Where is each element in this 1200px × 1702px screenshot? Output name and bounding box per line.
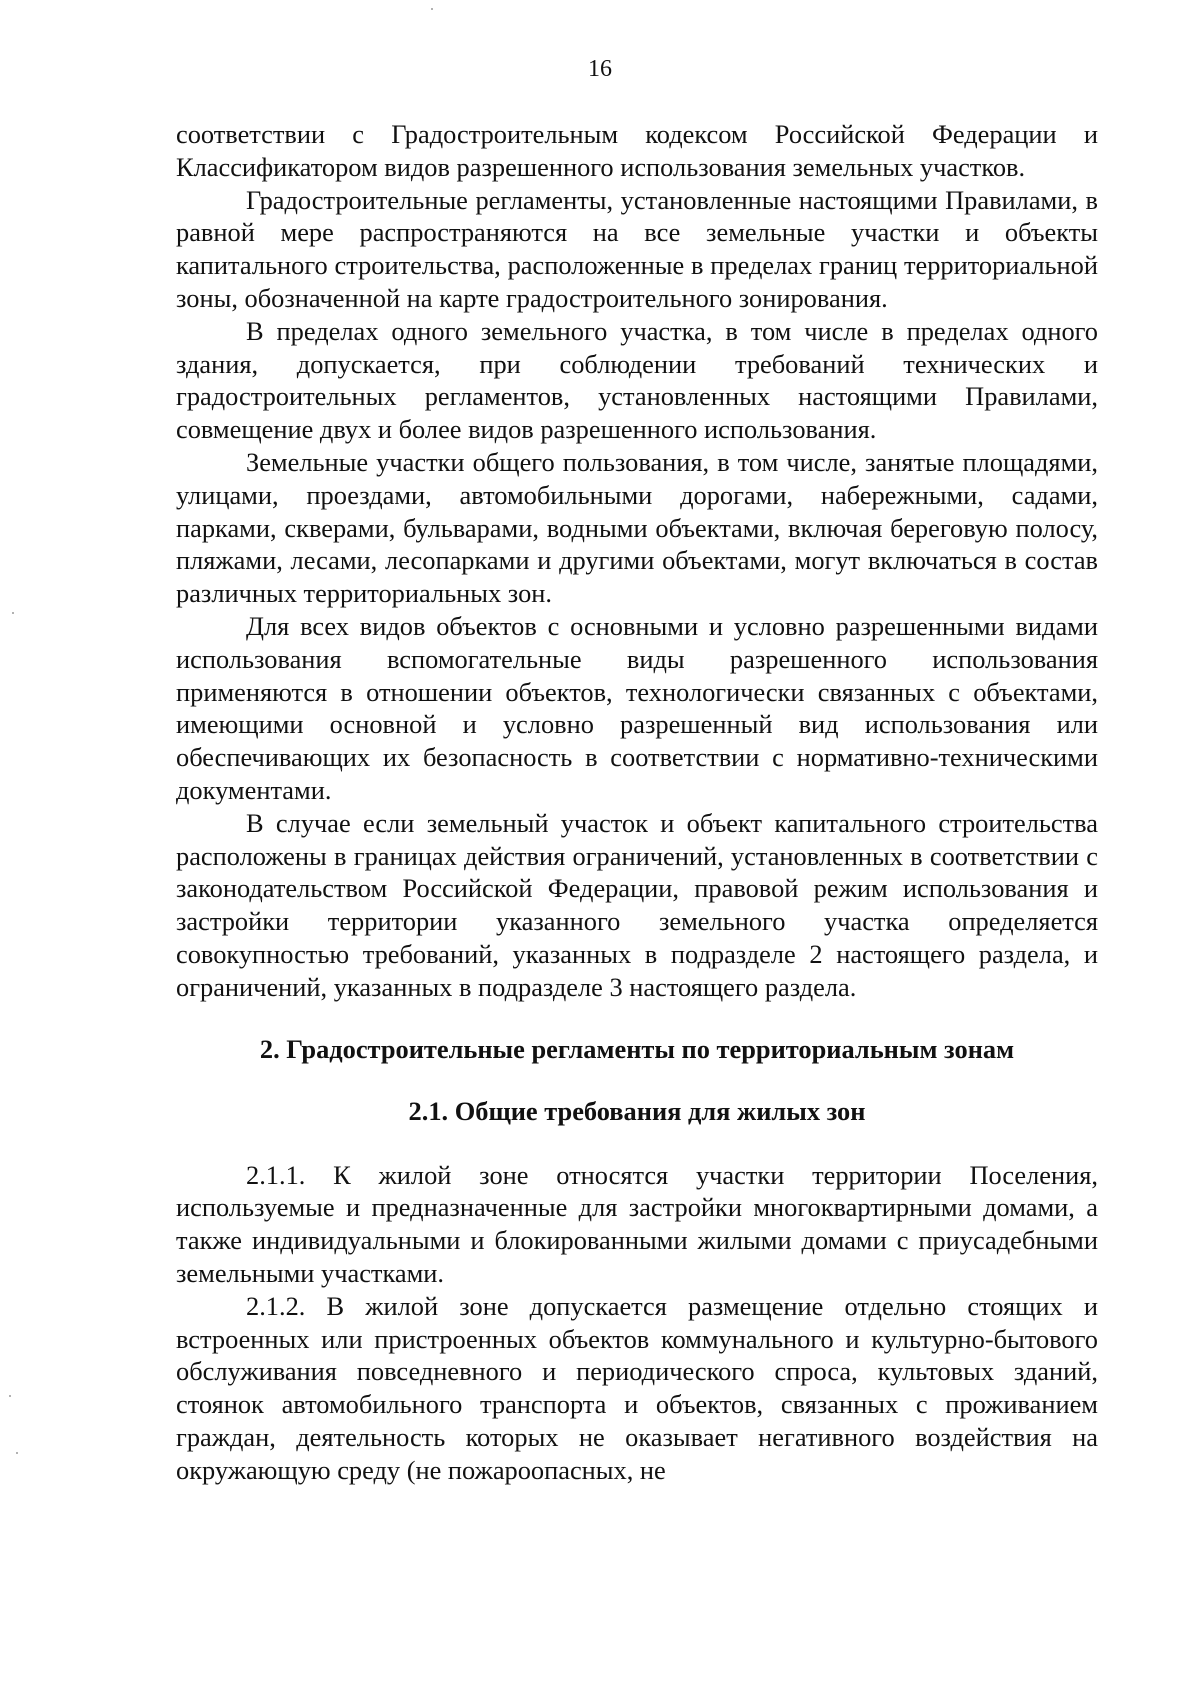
paragraph: Градостроительные регламенты, установленные настоящими Правилами, в равной мере распространяются на все земельные участки и объекты капитального строительства, расположенные в пределах границ территориальной зоны, обозначенной на карте градостроительного зонирования. [176, 184, 1098, 313]
paragraph: В случае если земельный участок и объект капитального строительства расположены в границах действия ограничений, установленных в соответствии с законодательством Российской Федерации, правовой режим использования и застройки территории указанного земельного участка определяется совокупностью требований, указанных в подразделе 2 настоящего раздела, и ограничений, указанных в подразделе 3 настоящего раздела. [176, 807, 1098, 1002]
scan-speck [12, 612, 14, 614]
paragraph: В пределах одного земельного участка, в том числе в пределах одного здания, допускается, при соблюдении требований технических и градостроительных регламентов, установленных настоящими Правилами, совмещение двух и более видов разрешенного использования. [176, 315, 1098, 445]
paragraph-continuation: соответствии с Градостроительным кодексом Российской Федерации и Классификатором видов разрешенного использования земельных участков. [176, 119, 1098, 182]
paragraph: Земельные участки общего пользования, в том числе, занятые площадями, улицами, проездами, автомобильными дорогами, набережными, садами, парками, скверами, бульварами, водными объектами, включая береговую полосу, пляжами, лесами, лесопарками и другими объектами, могут включаться в состав различных территориальных зон. [176, 446, 1098, 609]
paragraph: 2.1.2. В жилой зоне допускается размещение отдельно стоящих и встроенных или пристроенных объектов коммунального и культурно-бытового обслуживания повседневного и периодического спроса, культовых зданий, стоянок автомобильного транспорта и объектов, связанных с проживанием граждан, деятельность которых не оказывает негативного воздействия на окружающую среду (не пожароопасных, не [176, 1290, 1098, 1485]
page-number: 16 [588, 56, 612, 82]
scan-speck [16, 1452, 18, 1454]
document-body [176, 118, 1098, 1486]
scan-speck [431, 8, 433, 10]
paragraph: 2.1.1. К жилой зоне относятся участки территории Поселения, используемые и предназначенные для застройки многоквартирными домами, а также индивидуальными и блокированными жилыми домами с приусадебными земельными участками. [176, 1159, 1098, 1288]
section-heading: 2. Градостроительные регламенты по территориальным зонам [259, 1033, 1015, 1064]
scan-speck [9, 1395, 11, 1397]
paragraph: Для всех видов объектов с основными и условно разрешенными видами использования вспомогательные виды разрешенного использования применяются в отношении объектов, технологически связанных с объектами, имеющими основной и условно разрешенный вид использования или обеспечивающих их безопасность в соответствии с нормативно-техническими документами. [176, 610, 1098, 805]
subsection-heading: 2.1. Общие требования для жилых зон [408, 1095, 866, 1126]
